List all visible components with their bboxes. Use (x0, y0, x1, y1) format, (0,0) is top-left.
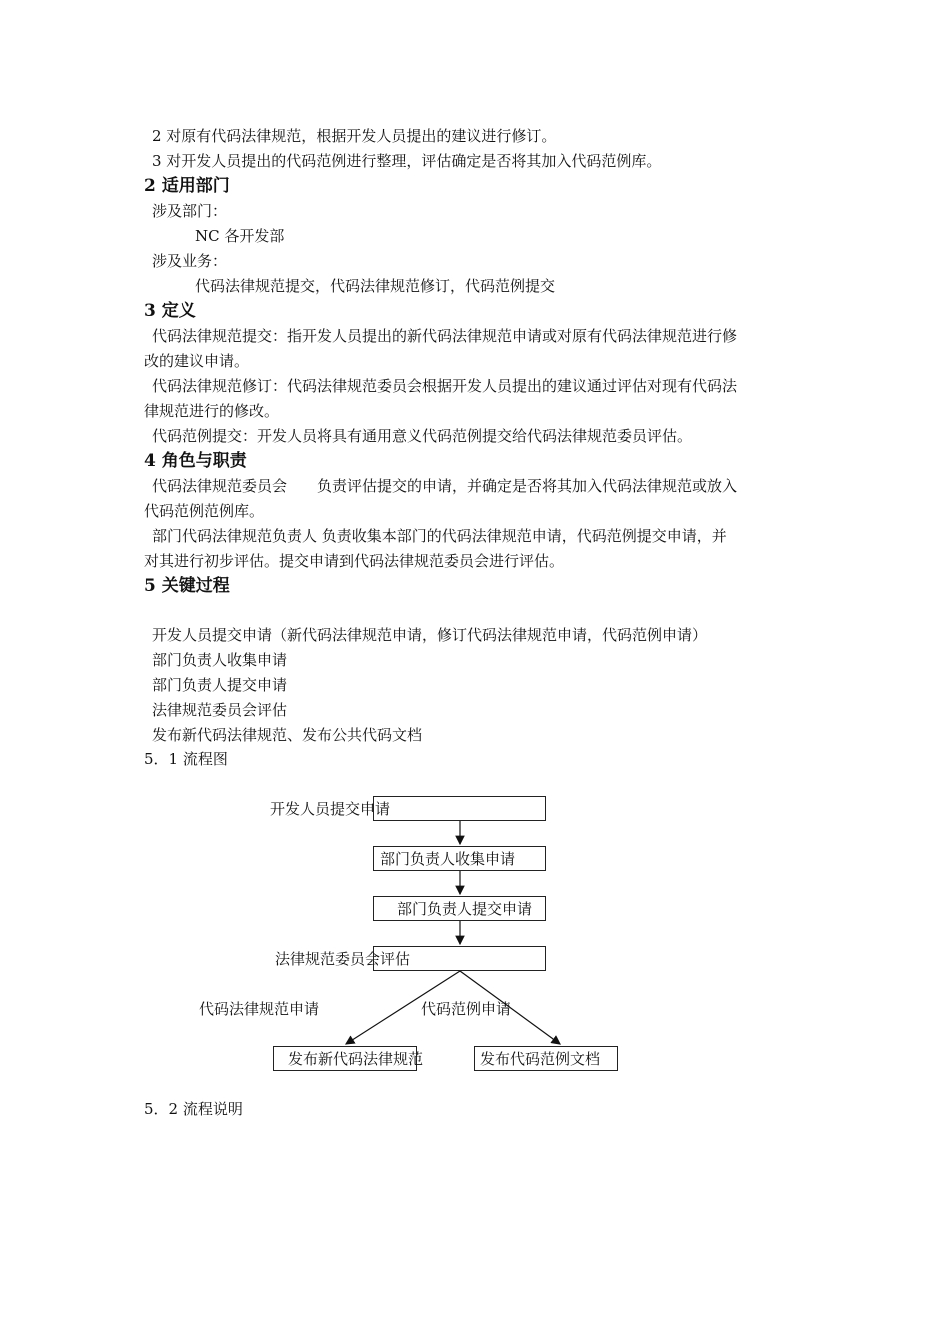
flow-output-left-label: 发布新代码法律规范 (288, 1050, 424, 1068)
subsection-flowchart-title: 5．1 流程图 (144, 750, 228, 768)
flow-node-2-label: 部门负责人收集申请 (380, 850, 516, 868)
process-step-1: 开发人员提交申请（新代码法律规范申请，修订代码法律规范申请，代码范例申请） (152, 626, 708, 644)
dept-value: NC 各开发部 (195, 227, 285, 245)
section-3-heading: 3 定义 (144, 301, 196, 321)
branch-left-label: 代码法律规范申请 (199, 1000, 320, 1018)
intro-item-3: 3 对开发人员提出的代码范例进行整理，评估确定是否将其加入代码范例库。 (152, 152, 662, 170)
process-step-5: 发布新代码法律规范、发布公共代码文档 (152, 726, 423, 744)
flow-node-4-label: 法律规范委员会评估 (275, 950, 411, 968)
role-2-line-2: 对其进行初步评估。提交申请到代码法律规范委员会进行评估。 (144, 552, 565, 570)
section-2-heading: 2 适用部门 (144, 176, 230, 196)
flow-node-1-label: 开发人员提交申请 (270, 800, 391, 818)
flow-output-right-label: 发布代码范例文档 (480, 1050, 601, 1068)
subsection-flow-description-title: 5．2 流程说明 (144, 1100, 243, 1118)
dept-label: 涉及部门： (152, 202, 228, 220)
role-1-line-1: 代码法律规范委员会 负责评估提交的申请，并确定是否将其加入代码法律规范或放入 (152, 477, 738, 495)
def-2-line-1: 代码法律规范修订：代码法律规范委员会根据开发人员提出的建议通过评估对现有代码法 (152, 377, 738, 395)
def-1-line-1: 代码法律规范提交：指开发人员提出的新代码法律规范申请或对原有代码法律规范进行修 (152, 327, 738, 345)
process-step-2: 部门负责人收集申请 (152, 651, 288, 669)
flow-node-3-label: 部门负责人提交申请 (397, 900, 533, 918)
section-4-heading: 4 角色与职责 (144, 451, 247, 471)
role-2-line-1: 部门代码法律规范负责人 负责收集本部门的代码法律规范申请，代码范例提交申请，并 (152, 527, 727, 545)
process-step-3: 部门负责人提交申请 (152, 676, 288, 694)
def-2-line-2: 律规范进行的修改。 (144, 402, 280, 420)
biz-label: 涉及业务： (152, 252, 228, 270)
section-5-heading: 5 关键过程 (144, 576, 230, 596)
flow-node-1-box (373, 796, 546, 821)
process-step-4: 法律规范委员会评估 (152, 701, 288, 719)
biz-value: 代码法律规范提交，代码法律规范修订，代码范例提交 (195, 277, 556, 295)
branch-right-label: 代码范例申请 (421, 1000, 512, 1018)
role-1-line-2: 代码范例范例库。 (144, 502, 265, 520)
def-1-line-2: 改的建议申请。 (144, 352, 250, 370)
intro-item-2: 2 对原有代码法律规范，根据开发人员提出的建议进行修订。 (152, 127, 557, 145)
def-3: 代码范例提交：开发人员将具有通用意义代码范例提交给代码法律规范委员评估。 (152, 427, 693, 445)
